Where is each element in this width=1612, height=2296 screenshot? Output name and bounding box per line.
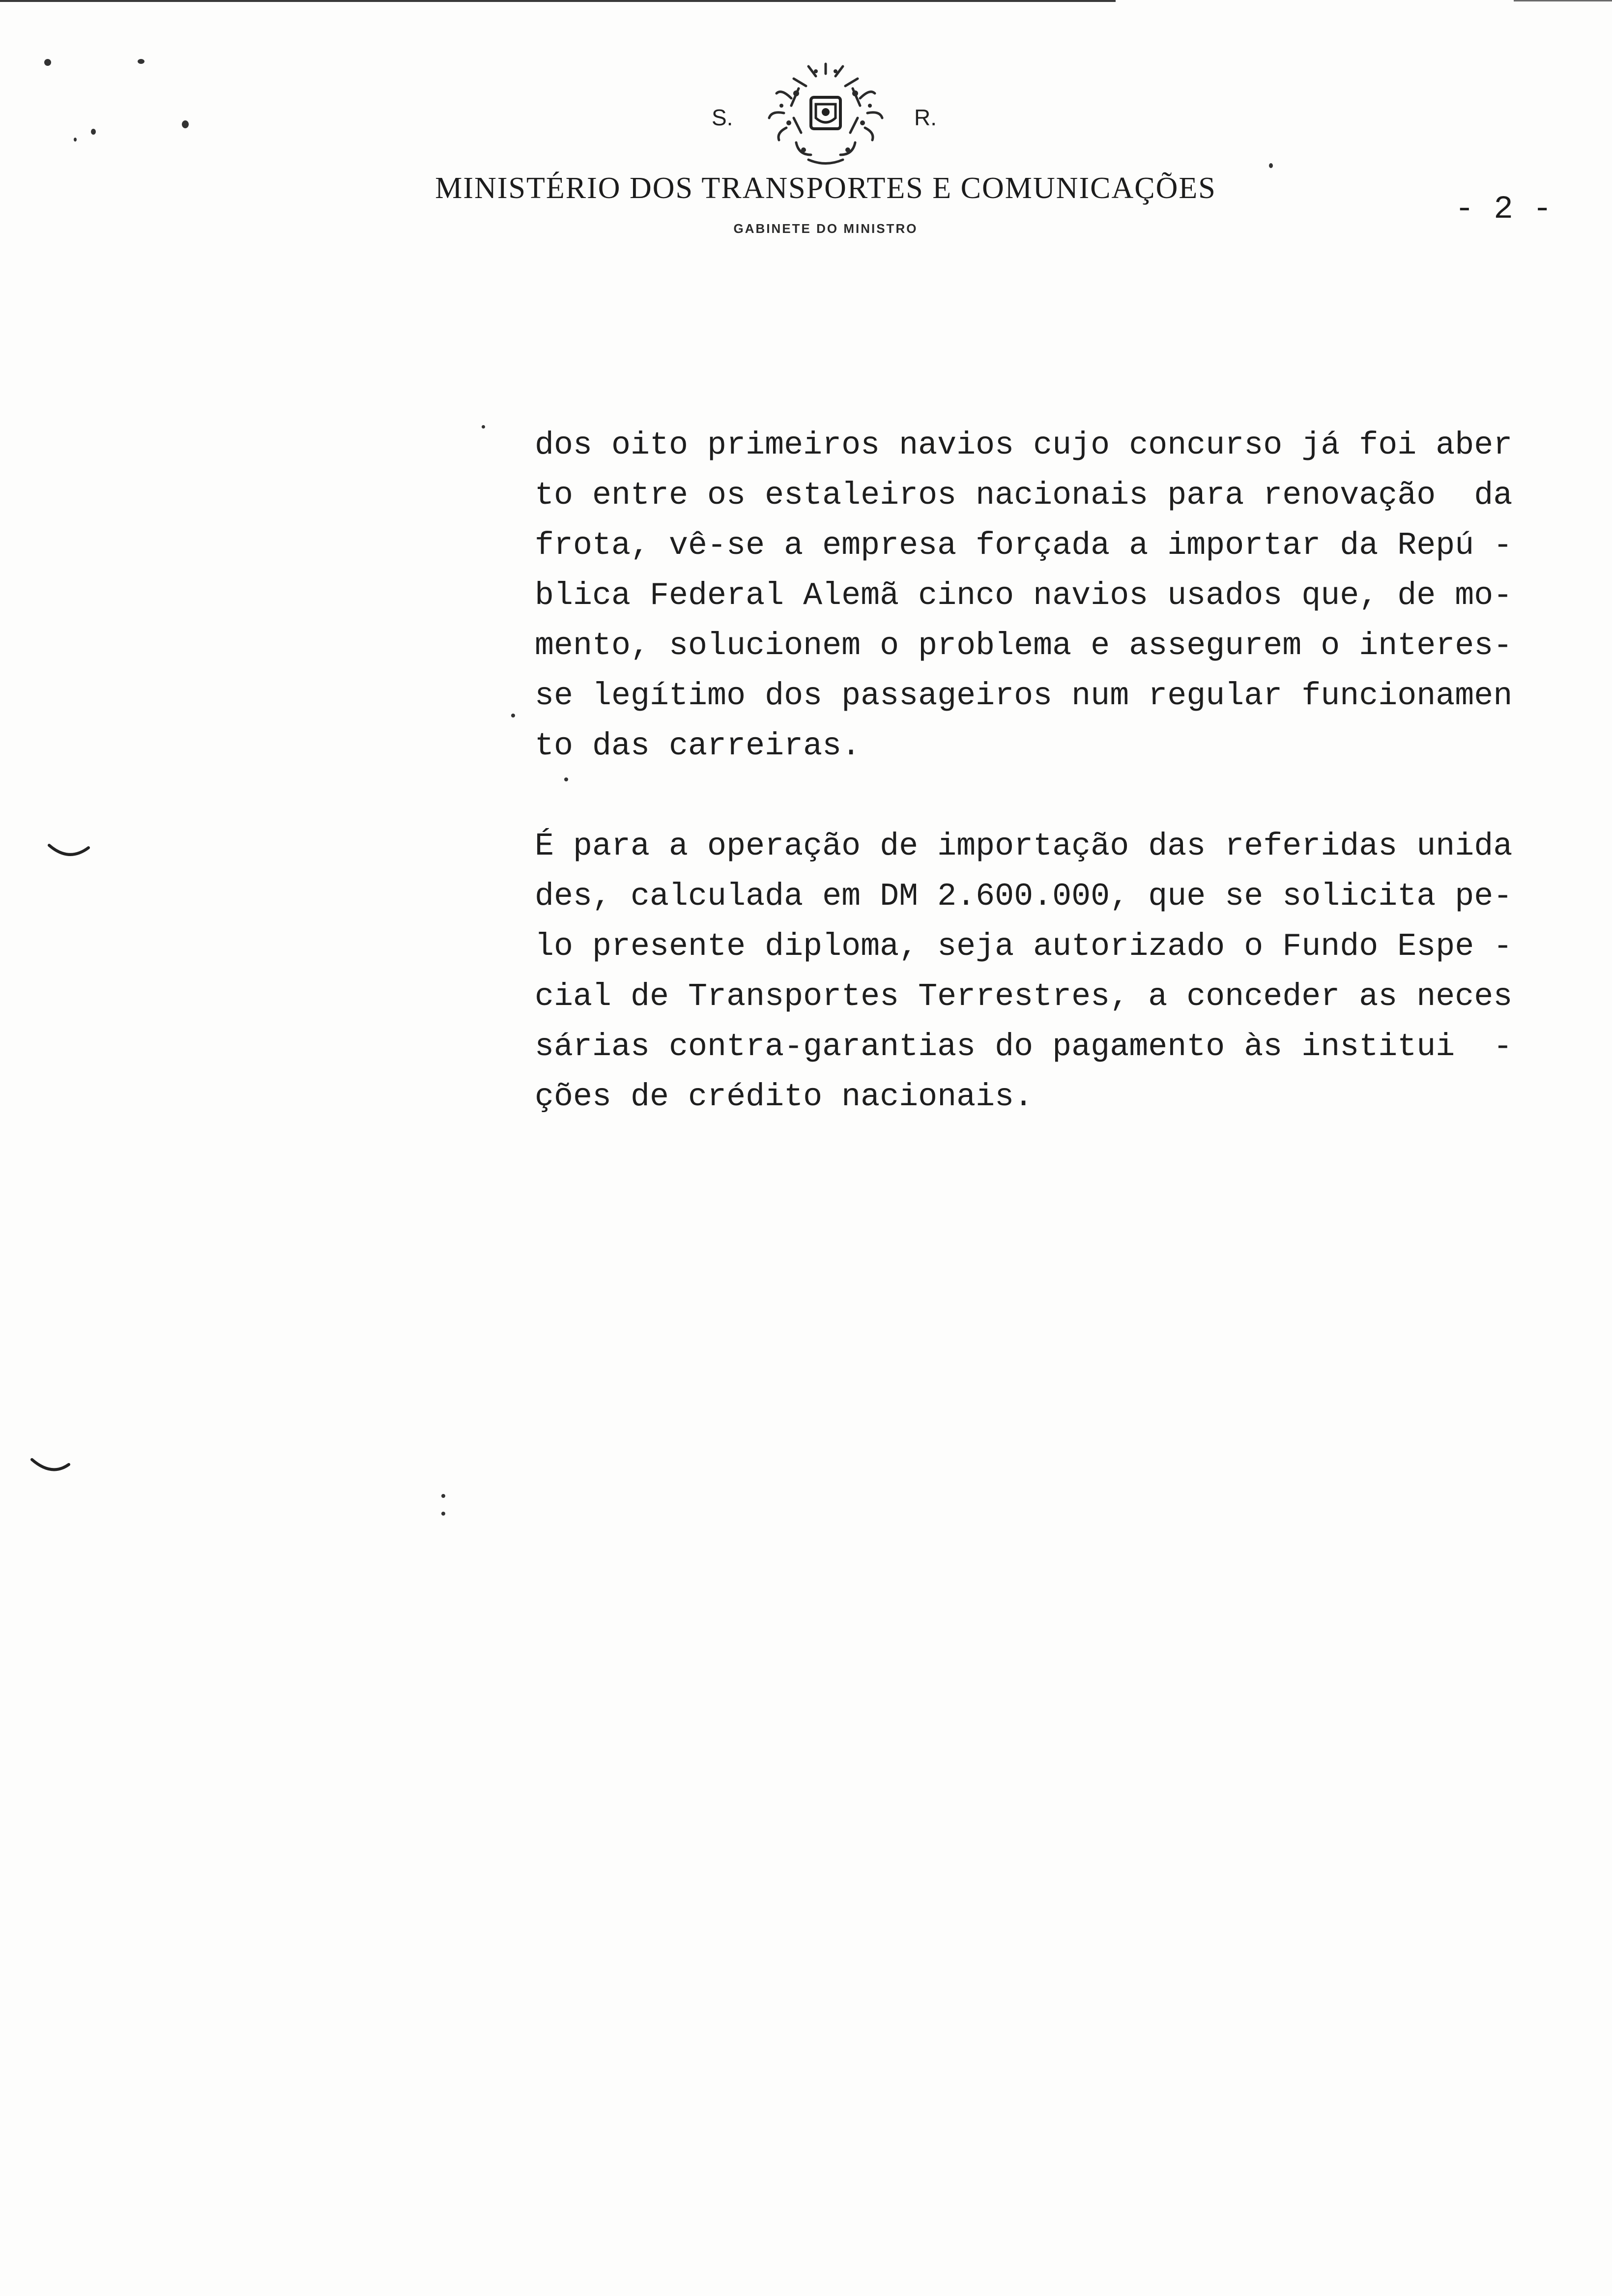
- text-line: to das carreiras.: [535, 728, 861, 764]
- text-line: frota, vê-se a empresa forçada a importar da Repú -: [535, 527, 1513, 564]
- scan-speck: [74, 138, 77, 142]
- page-number: - 2 -: [1455, 191, 1553, 228]
- sr-left-initial: S.: [712, 105, 733, 130]
- scan-speck: [441, 1494, 445, 1498]
- cabinet-subtitle: GABINETE DO MINISTRO: [733, 221, 918, 236]
- text-line: dos oito primeiros navios cujo concurso já foi aber: [535, 427, 1513, 463]
- punch-hole-mark: [27, 1455, 76, 1479]
- text-line: des, calculada em DM 2.600.000, que se solicita pe-: [535, 878, 1513, 915]
- text-line: sárias contra-garantias do pagamento às institui -: [535, 1029, 1513, 1065]
- punch-hole-mark: [44, 840, 93, 865]
- scan-speck: [182, 120, 189, 128]
- scan-speck: [511, 714, 515, 718]
- emblem-row: [423, 59, 1229, 177]
- sr-right-initial: R.: [914, 105, 937, 130]
- text-line: blica Federal Alemã cinco navios usados que, de mo-: [535, 577, 1513, 614]
- paragraph-1: [535, 420, 1567, 771]
- top-edge-rule: [0, 0, 1116, 2]
- scan-speck: [564, 777, 568, 781]
- text-line: ções de crédito nacionais.: [535, 1079, 1034, 1115]
- text-line: lo presente diploma, seja autorizado o Fundo Espe -: [535, 928, 1513, 965]
- text-line: cial de Transportes Terrestres, a conceder as neces: [535, 978, 1513, 1015]
- document-body: [535, 420, 1567, 1122]
- scan-speck: [44, 59, 51, 66]
- scan-speck: [441, 1512, 445, 1516]
- text-line: É para a operação de importação das referidas unida: [535, 828, 1513, 864]
- coat-of-arms-icon: [762, 59, 890, 167]
- scan-speck: [91, 129, 96, 135]
- letterhead: [423, 59, 1229, 251]
- ministry-title: MINISTÉRIO DOS TRANSPORTES E COMUNICAÇÕES: [435, 172, 1216, 205]
- text-line: mento, solucionem o problema e assegurem o interes-: [535, 628, 1513, 664]
- scan-speck: [482, 425, 485, 429]
- paragraph-2: [535, 821, 1567, 1122]
- scan-speck: [1269, 163, 1273, 168]
- top-edge-rule-right: [1514, 0, 1612, 1]
- text-line: to entre os estaleiros nacionais para renovação da: [535, 477, 1513, 514]
- scan-speck: [138, 59, 144, 64]
- text-line: se legítimo dos passageiros num regular funcionamen: [535, 678, 1513, 714]
